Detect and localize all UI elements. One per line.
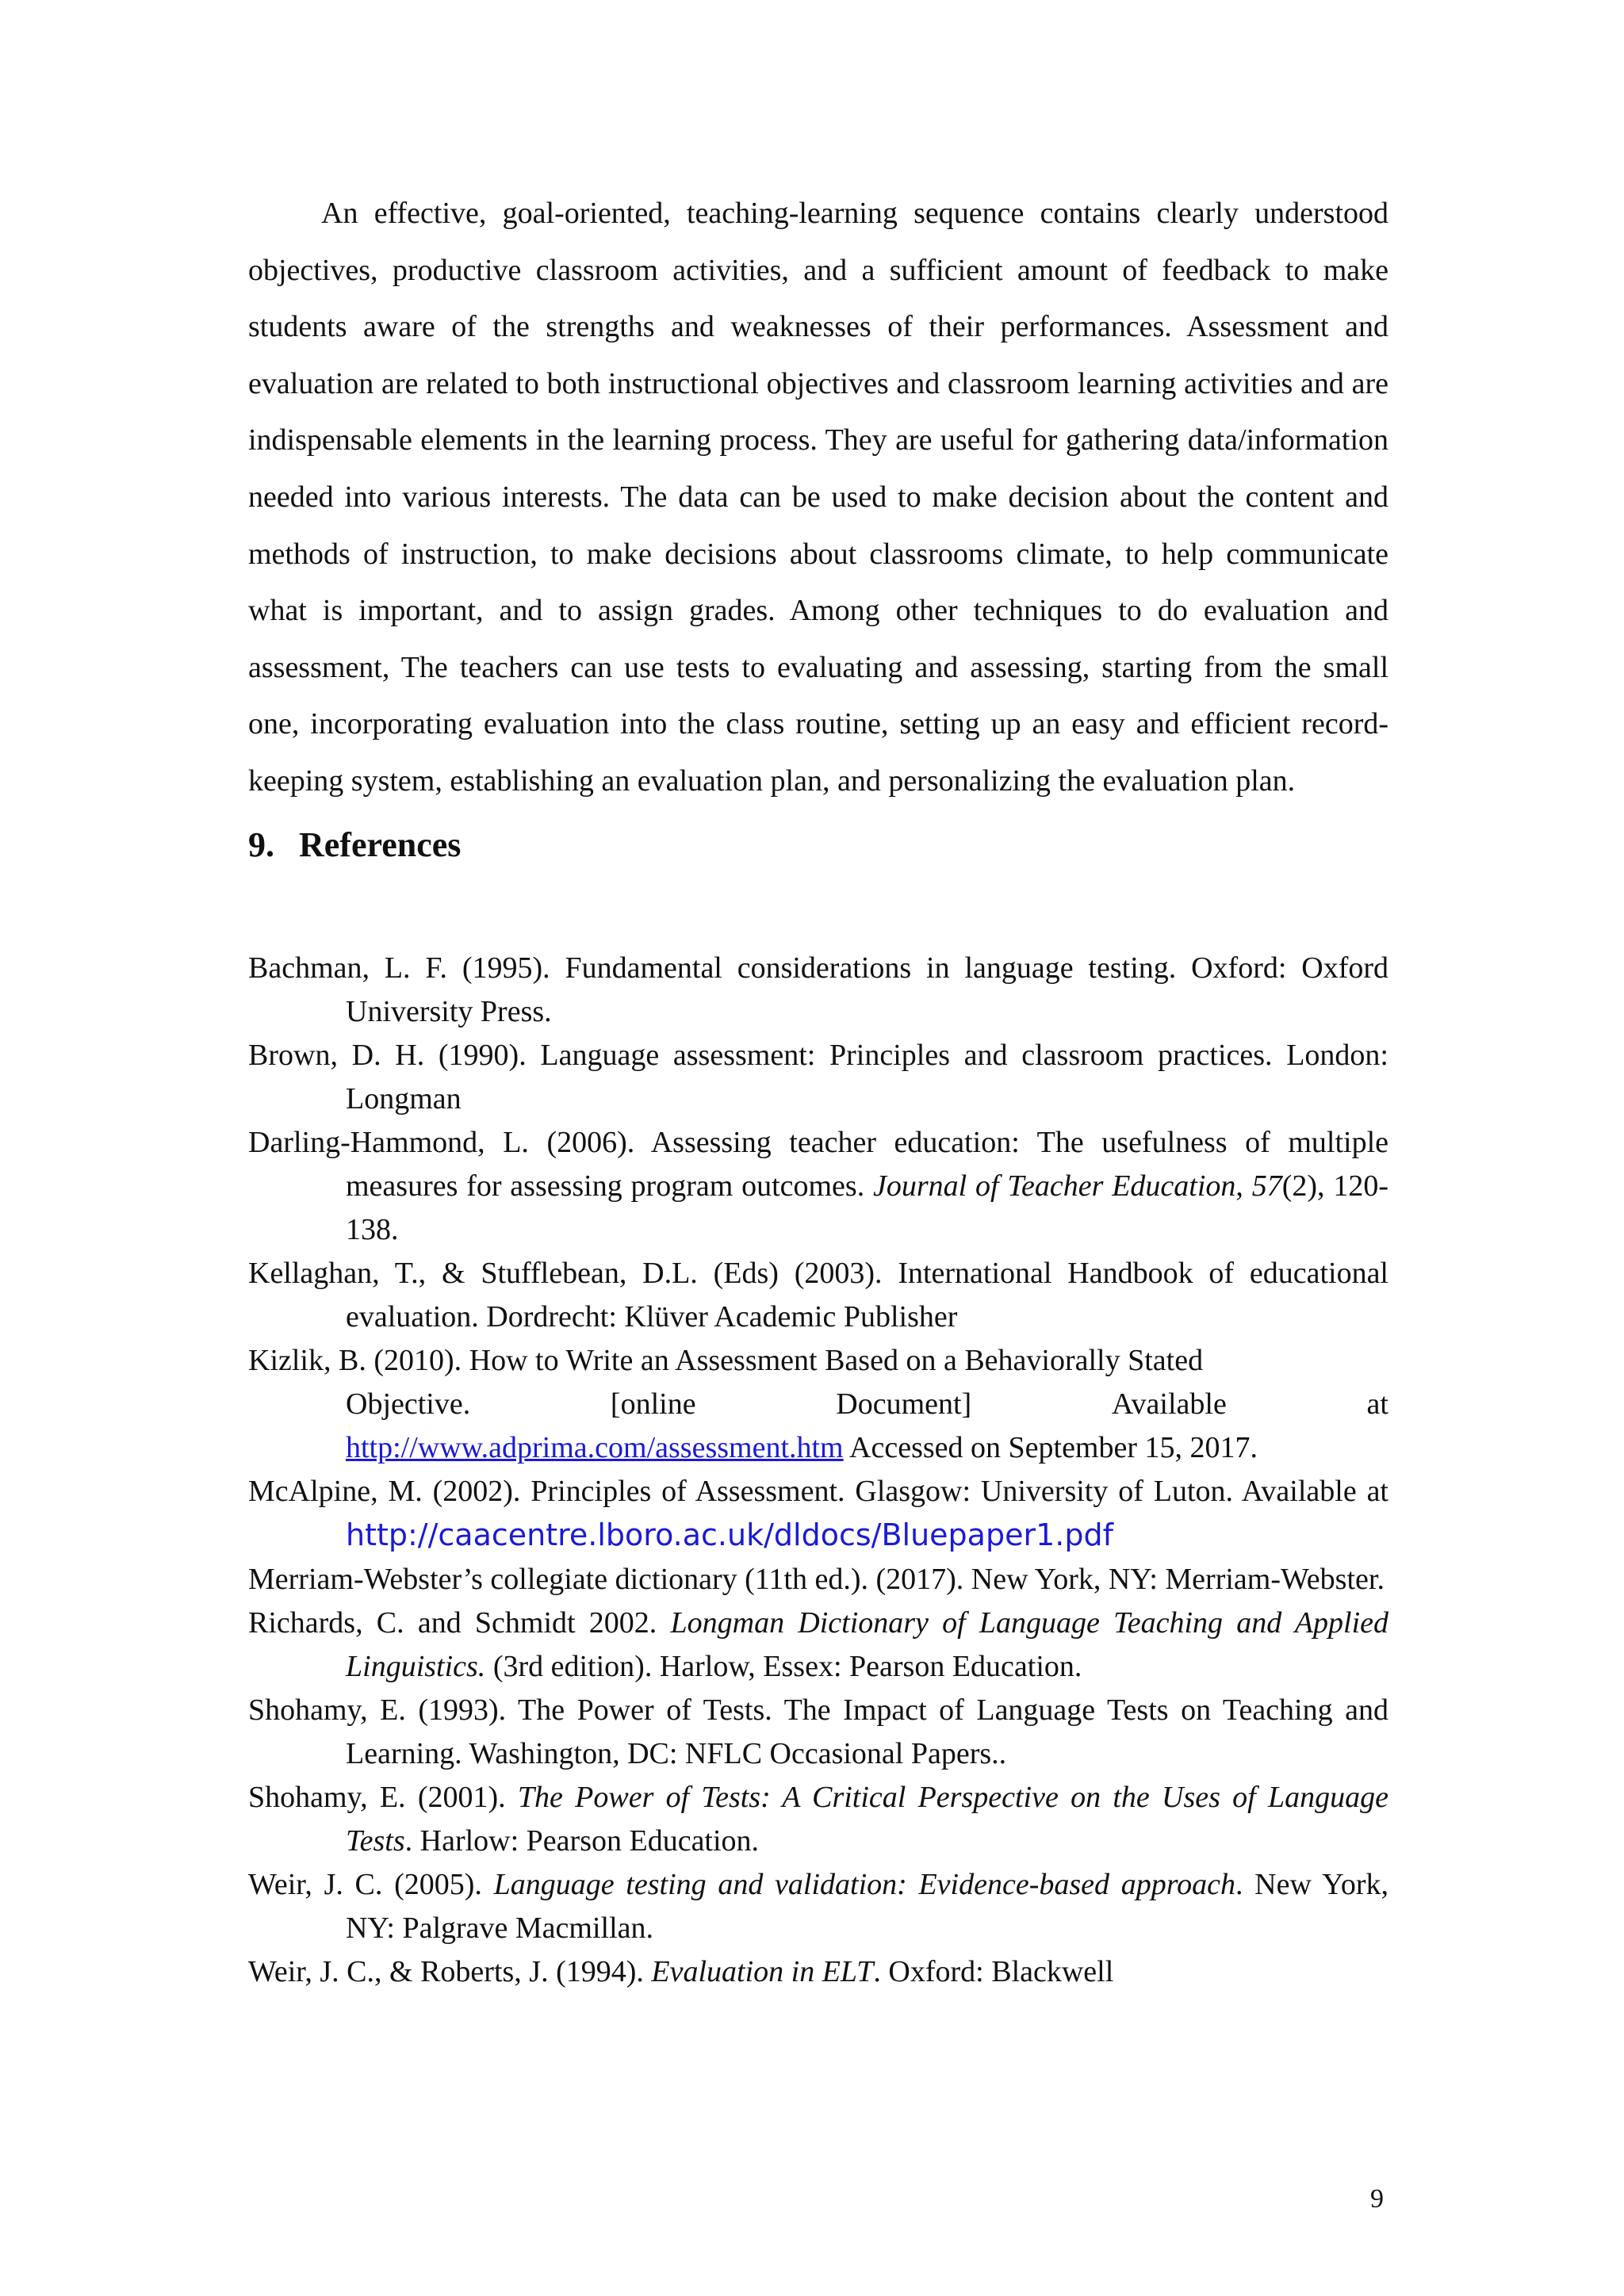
reference-shohamy-2001: Shohamy, E. (2001). The Power of Tests: A Critical Perspective on the Uses of Language Tests. Harlow: Pearson Education. [248, 1780, 1388, 1858]
reference-merriam-webster: Merriam-Webster’s collegiate dictionary (11th ed.). (2017). New York, NY: Merriam-Webster. [248, 1562, 1385, 1596]
reference-weir-1994: Weir, J. C., & Roberts, J. (1994). Evaluation in ELT. Oxford: Blackwell [248, 1954, 1114, 1988]
reference-text: Kizlik, B. (2010). How to Write an Assessment Based on a Behaviorally Stated [248, 1343, 1204, 1377]
reference-brown: Brown, D. H. (1990). Language assessment: Principles and classroom practices. London: Longman [248, 1038, 1388, 1115]
section-heading [248, 821, 1388, 869]
reference-text: Darling-Hammond, L. (2006). Assessing teacher education: The usefulness of multiple measures for assessing program outcomes. [248, 1125, 1388, 1203]
reference-richards: Richards, C. and Schmidt 2002. Longman Dictionary of Language Teaching and Applied Linguistics. (3rd edition). Harlow, Essex: Pearson Education. [248, 1605, 1388, 1683]
reference-kizlik [248, 1339, 1388, 1470]
book-title: Longman Dictionary of Language Teaching and Applied Linguistics. [346, 1605, 1388, 1683]
body-paragraph: An effective, goal-oriented, teaching-learning sequence contains clearly understood objectives, productive classroom activities, and a sufficient amount of feedback to make students aware of the strengths and weaknesses of their performances. Assessment and evaluation are related to both instructional objectives and classroom learning activities and are indispensable elements in the learning process. They are useful for gathering data/information needed into various interests. The data can be used to make decision about the content and methods of instruction, to make decisions about classrooms climate, to help communicate what is important, and to assign grades. Among other techniques to do evaluation and assessment, The teachers can use tests to evaluating and assessing, starting from the small one, incorporating evaluation into the class routine, setting up an easy and efficient record-keeping system, establishing an evaluation plan, and personalizing the evaluation plan. [248, 197, 1388, 798]
page-number: 9 [1370, 2184, 1384, 2214]
journal-title: Journal of Teacher Education [873, 1169, 1236, 1203]
reference-shohamy-1993: Shohamy, E. (1993). The Power of Tests. The Impact of Language Tests on Teaching and Learning. Washington, DC: NFLC Occasional Papers.. [248, 1693, 1388, 1770]
reference-line: http://www.adprima.com/assessment.htm Accessed on September 15, 2017. [346, 1430, 1258, 1464]
caacentre-link[interactable]: http://caacentre.lboro.ac.uk/dldocs/Bluepaper1.pdf [346, 1517, 1113, 1552]
reference-list [248, 947, 1388, 1994]
document-page [248, 186, 1388, 1994]
reference-bachman: Bachman, L. F. (1995). Fundamental considerations in language testing. Oxford: Oxford University Press. [248, 951, 1388, 1028]
journal-volume: 57 [1251, 1169, 1282, 1203]
book-title: Evaluation in ELT [651, 1954, 874, 1988]
section-number: 9. [248, 825, 274, 864]
book-title: Language testing and validation: Evidence-based approach [493, 1867, 1235, 1901]
adprima-link[interactable]: http://www.adprima.com/assessment.htm [346, 1430, 844, 1464]
reference-line: Objective. [online Document] Available at [346, 1387, 1388, 1421]
reference-kellaghan: Kellaghan, T., & Stufflebean, D.L. (Eds) (2003). International Handbook of educational evaluation. Dordrecht: Klüver Academic Publisher [248, 1256, 1388, 1334]
reference-mcalpine [248, 1470, 1388, 1558]
book-title: The Power of Tests: A Critical Perspective on the Uses of Language Tests [346, 1780, 1388, 1858]
reference-text: McAlpine, M. (2002). Principles of Assessment. Glasgow: University of Luton. Available at [248, 1474, 1388, 1508]
reference-darling-hammond: Darling-Hammond, L. (2006). Assessing teacher education: The usefulness of multiple measures for assessing program outcomes. Journal of Teacher Education, 57(2), 120-138. [248, 1125, 1388, 1246]
reference-weir-2005: Weir, J. C. (2005). Language testing and validation: Evidence-based approach. New York, NY: Palgrave Macmillan. [248, 1867, 1388, 1945]
section-title: References [299, 825, 462, 864]
